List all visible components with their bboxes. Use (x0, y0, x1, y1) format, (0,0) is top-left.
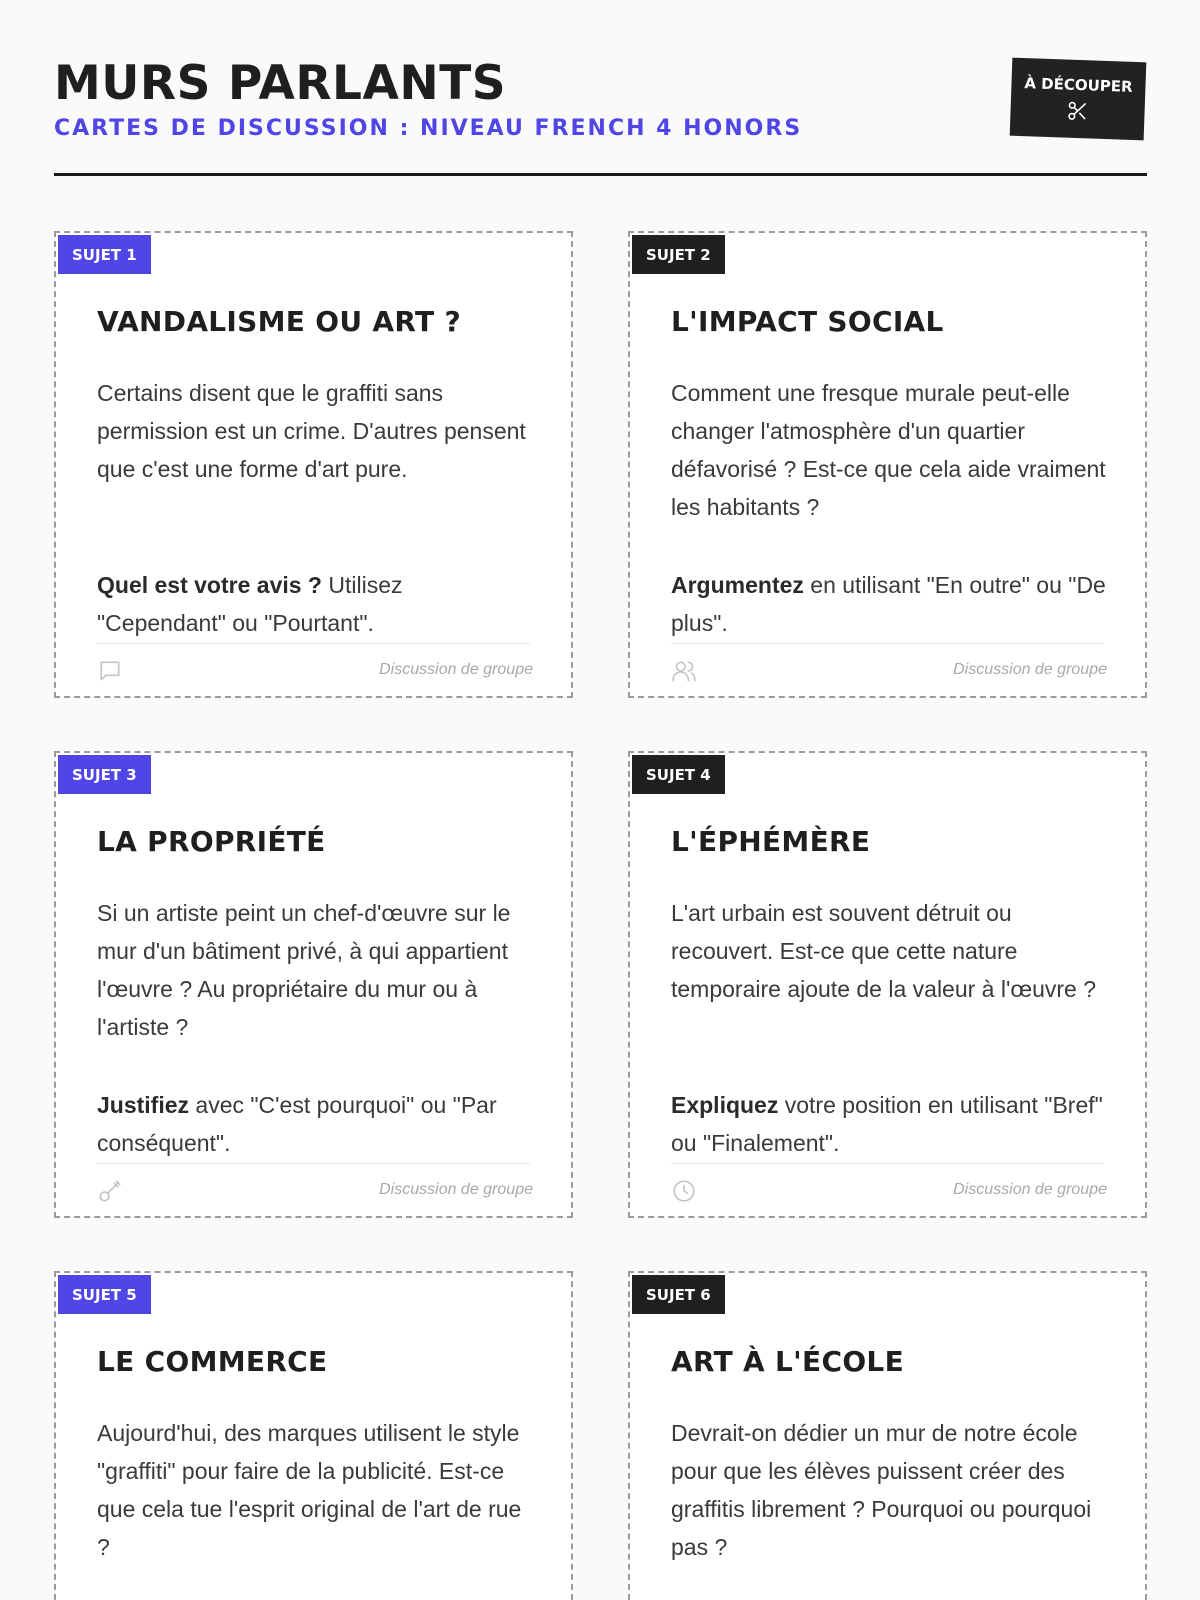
topic-card-4 (628, 751, 1147, 1218)
card-title: VANDALISME OU ART ? (97, 305, 461, 338)
card-divider (671, 643, 1104, 644)
card-body: Comment une fresque murale peut-elle changer l'atmosphère d'un quartier défavorisé ? Est-ce que cela aide vraiment les habitants ? (671, 380, 1106, 520)
clock-icon (671, 1178, 697, 1204)
card-body: L'art urbain est souvent détruit ou recouvert. Est-ce que cette nature temporaire ajoute de la valeur à l'œuvre ? (671, 900, 1096, 1002)
prompt-emphasis: Justifiez (97, 1092, 190, 1118)
prompt-emphasis: Argumentez (671, 572, 804, 598)
card-title: L'ÉPHÉMÈRE (671, 825, 871, 858)
topic-card-2 (628, 231, 1147, 698)
topic-badge: SUJET 4 (632, 755, 725, 794)
card-title: LE COMMERCE (97, 1345, 328, 1378)
card-divider (97, 1163, 530, 1164)
card-footer-label: Discussion de groupe (379, 661, 533, 678)
card-title: LA PROPRIÉTÉ (97, 825, 326, 858)
prompt-text: votre position en utilisant "Bref" ou "Finalement". (671, 1092, 1103, 1156)
topic-badge: SUJET 5 (58, 1275, 151, 1314)
prompt-emphasis: Expliquez (671, 1092, 779, 1118)
card-title: L'IMPACT SOCIAL (671, 305, 944, 338)
scissors-icon (1066, 100, 1089, 123)
topic-badge: SUJET 3 (58, 755, 151, 794)
card-body: Aujourd'hui, des marques utilisent le style "graffiti" pour faire de la publicité. Est-ce que cela tue l'esprit original de l'art de rue ? (97, 1420, 522, 1560)
topic-card-3 (54, 751, 573, 1218)
card-footer-label: Discussion de groupe (379, 1181, 533, 1198)
card-prompt (97, 1086, 537, 1162)
users-icon (671, 658, 697, 684)
page-header (54, 56, 1147, 176)
page-title: MURS PARLANTS (54, 56, 507, 111)
topic-badge: SUJET 2 (632, 235, 725, 274)
prompt-emphasis: Quel est votre avis ? (97, 572, 322, 598)
card-prompt (671, 1086, 1111, 1162)
card-divider (671, 1163, 1104, 1164)
stamp-label: À DÉCOUPER (1024, 74, 1133, 96)
topic-card-1 (54, 231, 573, 698)
prompt-text: en utilisant "En outre" ou "De plus". (671, 572, 1106, 636)
card-body: Devrait-on dédier un mur de notre école pour que les élèves puissent créer des graffitis librement ? Pourquoi ou pourquoi pas ? (671, 1420, 1092, 1560)
prompt-text: avec "C'est pourquoi" ou "Par conséquent". (97, 1092, 497, 1156)
prompt-text: Utilisez "Cependant" ou "Pourtant". (97, 572, 403, 636)
card-title: ART À L'ÉCOLE (671, 1345, 904, 1378)
card-prompt (97, 566, 537, 642)
topic-badge: SUJET 6 (632, 1275, 725, 1314)
card-divider (97, 643, 530, 644)
card-footer-label: Discussion de groupe (953, 1181, 1107, 1198)
key-icon (97, 1178, 123, 1204)
topic-badge: SUJET 1 (58, 235, 151, 274)
page-subtitle: CARTES DE DISCUSSION : NIVEAU FRENCH 4 HONORS (54, 116, 803, 141)
topic-card-5 (54, 1271, 573, 1600)
cut-out-stamp (1010, 58, 1147, 141)
message-icon (97, 658, 123, 684)
card-prompt (671, 566, 1111, 642)
card-body: Si un artiste peint un chef-d'œuvre sur le mur d'un bâtiment privé, à qui appartient l'œuvre ? Au propriétaire du mur ou à l'artiste ? (97, 900, 511, 1040)
card-footer-label: Discussion de groupe (953, 661, 1107, 678)
card-body: Certains disent que le graffiti sans permission est un crime. D'autres pensent que c'est une forme d'art pure. (97, 380, 526, 482)
topic-card-6 (628, 1271, 1147, 1600)
